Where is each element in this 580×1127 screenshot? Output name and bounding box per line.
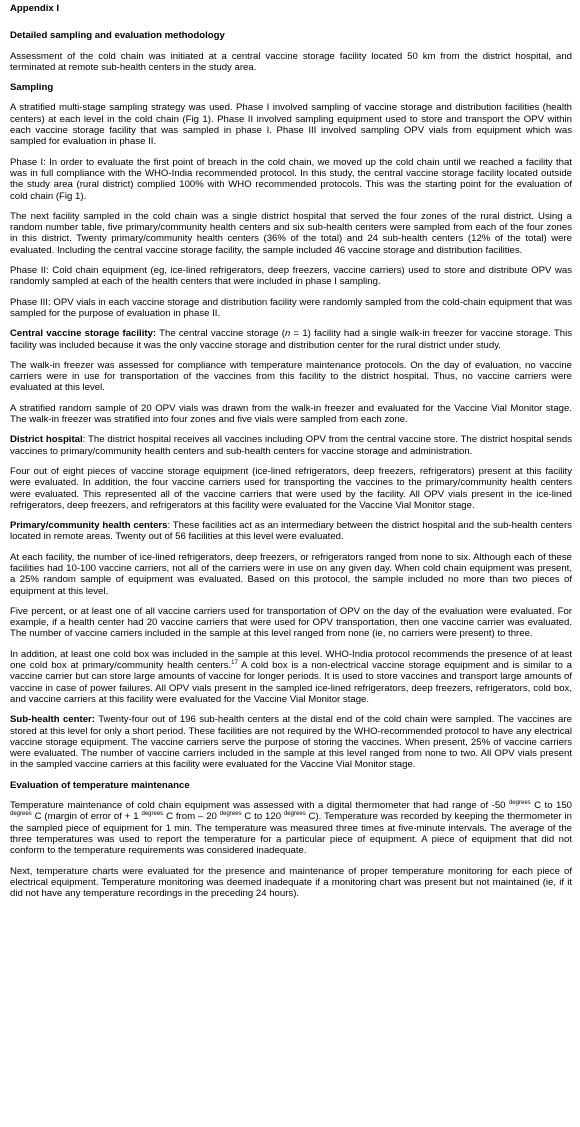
degrees-superscript: degrees <box>508 800 531 807</box>
cold-box-paragraph <box>10 649 572 705</box>
cold-box-text-b: A cold box is a non-electrical vaccine storage equipment and is similar to a vaccine carrier but can store large amounts of vaccine for longer periods. It is used to store vaccines and transport large amounts of vaccine in case of power failures. All OPV vials present in the sampled ice-lined refrigerators, deep freezers, refrigerators, cold box, and vaccine carriers at this facility were evaluated for the Vaccine Vial Monitor stage. <box>10 660 572 705</box>
degrees-superscript: degrees <box>283 811 306 818</box>
degrees-superscript: degrees <box>219 811 242 818</box>
temp-text-1: Temperature maintenance of cold chain equipment was assessed with a digital thermometer that had range of -50 <box>10 800 509 812</box>
primary-centers-lead: Primary/community health centers <box>10 520 168 532</box>
five-percent-paragraph: Five percent, or at least one of all vaccine carriers used for transportation of OPV on the day of the evaluation were evaluated. For example, if a health center had 20 vaccine carriers that were used for OPV transportation, then one vaccine carrier was evaluated. The number of vaccine carriers included in the sample at this level ranged from none (ie, no carriers were present) to three. <box>10 605 572 640</box>
four-of-eight-paragraph: Four out of eight pieces of vaccine storage equipment (ice-lined refrigerators, deep freezers, refrigerators) present at this facility were evaluated. In addition, the four vaccine carriers used for transporting the vaccines to the primary/community health centers were evaluated. This represented all of the vaccine carriers that were used by the facility. All OPV vials present in the ice-lined refrigerators, deep freezers, and refrigerators at this facility were evaluated for the Vaccine Vial Monitor stage. <box>10 465 572 511</box>
primary-centers-paragraph <box>10 520 572 543</box>
central-n-letter: n <box>285 328 291 340</box>
main-heading: Detailed sampling and evaluation methodology <box>10 30 225 42</box>
walkin-paragraph: The walk-in freezer was assessed for compliance with temperature maintenance protocols. On the day of evaluation, no vaccine carriers were in use for transportation of the vaccines from this facility to the district hospital. Thus, no vaccine carriers were evaluated at this level. <box>10 359 572 394</box>
district-hospital-paragraph <box>10 434 572 457</box>
appendix-title: Appendix I <box>10 3 60 14</box>
intro-paragraph: Assessment of the cold chain was initiated at a central vaccine storage facility located 50 km from the district hospital, and terminated at remote sub-health centers in the study area. <box>10 50 572 73</box>
district-hospital-text: : The district hospital receives all vaccines including OPV from the central vaccine store. The district hospital sends vaccines to primary/community health centers and sub-health centers for vaccine storage and administration. <box>10 434 572 457</box>
phase3-paragraph: Phase III: OPV vials in each vaccine storage and distribution facility were randomly sampled from the cold-chain equipment that was sampled for the purpose of evaluation in phase II. <box>10 296 572 319</box>
central-facility-lead: Central vaccine storage facility: <box>10 328 157 340</box>
cold-box-text-a: In addition, at least one cold box was included in the sample at this level. WHO-India protocol recommends the presence of at least one cold box at primary/community health centers. <box>10 648 572 672</box>
district-hospital-lead: District hospital <box>10 434 83 446</box>
temp-text-4: C from – 20 <box>163 811 220 823</box>
sub-health-text: Twenty-four out of 196 sub-health centers at the distal end of the cold chain were sampled. The vaccines are stored at this level for only a short period. These facilities are not required by the WHO-recommended protocol to have any electrical vaccine storage equipment. The vaccine carriers serve the purpose of storing the vaccines. When present, 25% of vaccine carriers were evaluated. The number of vaccine carriers included in the sample at this level ranged from none to two. All OPV vials present in the sampled vaccine carriers at this facility were evaluated for the Vaccine Vial Monitor stage. <box>10 714 572 771</box>
temp-text-2: C to 150 <box>530 800 573 812</box>
central-text-b: = 1) facility had a single walk-in freezer for vaccine storage. This facility was included because it was the only vaccine storage and distribution center for the rural district under study. <box>10 328 572 351</box>
sub-health-lead: Sub-health center: <box>10 714 95 726</box>
degrees-superscript: degrees <box>141 811 164 818</box>
temp-text-5: C to 120 <box>241 811 284 823</box>
central-facility-paragraph <box>10 328 572 351</box>
degrees-superscript: degrees <box>10 811 32 818</box>
phase2-paragraph: Phase II: Cold chain equipment (eg, ice-lined refrigerators, deep freezers, vaccine carriers) used to store and distribute OPV was randomly sampled at each of the health centers that were included in phase I sampling. <box>10 265 572 288</box>
random-sample-paragraph: A stratified random sample of 20 OPV vials was drawn from the walk-in freezer and evaluated for the Vaccine Vial Monitor stage. The walk-in freezer was stratified into four zones and five vials were sampled from each zone. <box>10 402 572 426</box>
sampling-heading: Sampling <box>10 82 54 94</box>
primary-centers-text: : These facilities act as an intermediary between the district hospital and the sub-health centers located in remote areas. Twenty out of 56 facilities at this level were evaluated. <box>10 520 572 543</box>
charts-paragraph: Next, temperature charts were evaluated for the presence and maintenance of proper temperature monitoring for each piece of electrical equipment. Temperature monitoring was deemed inadequate if a monitoring chart was present but not maintained (ie, if it did not have any temperature recordings in the preceding 24 hours). <box>10 865 572 900</box>
evaluation-heading: Evaluation of temperature maintenance <box>10 779 190 791</box>
central-text-a: The central vaccine storage ( <box>156 328 285 340</box>
sampling-paragraph: A stratified multi-stage sampling strategy was used. Phase I involved sampling of vaccine storage and distribution facilities (health centers) at each level in the cold chain (Fig 1). Phase II involved sampling equipment used to store and transport the OPV within each vaccine storage facility that was sampled in phase I. Phase III involved sampling OPV vials from equipment which was sampled for evaluation in phase II. <box>10 102 572 148</box>
phase1-paragraph: Phase I: In order to evaluate the first point of breach in the cold chain, we moved up the cold chain until we reached a facility that was in full compliance with the WHO-India recommended protocol. In this study, the central vaccine storage facility located outside the study area (rural district) complied 100% with WHO recommended protocols. This was the starting point for the evaluation of cold chain (Fig 1). <box>10 156 572 202</box>
each-facility-paragraph: At each facility, the number of ice-lined refrigerators, deep freezers, or refrigerators ranged from none to six. Although each of these facilities had 10-100 vaccine carriers, not all of the carriers were in use on any given day. When cold chain equipment was present, a 25% random sample of equipment was evaluated. Based on this protocol, the sample included no more than two pieces of equipment at this level. <box>10 551 572 597</box>
temp-text-3: C (margin of error of + 1 <box>31 811 142 823</box>
temperature-paragraph <box>10 800 572 856</box>
reference-superscript: 17 <box>231 660 238 667</box>
temp-text-6: C). Temperature was recorded by keeping the thermometer in the sampled piece of equipment for 1 min. The temperature was measured three times at five-minute intervals. The average of the three temperatures was used to report the temperature for a particular piece of equipment. A piece of equipment that did not conform to the temperature requirements was considered inadequate. <box>10 811 573 857</box>
next-facility-paragraph: The next facility sampled in the cold chain was a single district hospital that served the four zones of the rural district. Using a random number table, five primary/community health centers and six sub-health centers were sampled from each of the four zones in this district. Twenty primary/community health centers (36% of the total) and 24 sub-health centers (12% of the total) were evaluated. Including the central vaccine storage facility, the sample included 46 vaccine storage and distribution facilities. <box>10 210 572 256</box>
sub-health-paragraph <box>10 714 572 770</box>
